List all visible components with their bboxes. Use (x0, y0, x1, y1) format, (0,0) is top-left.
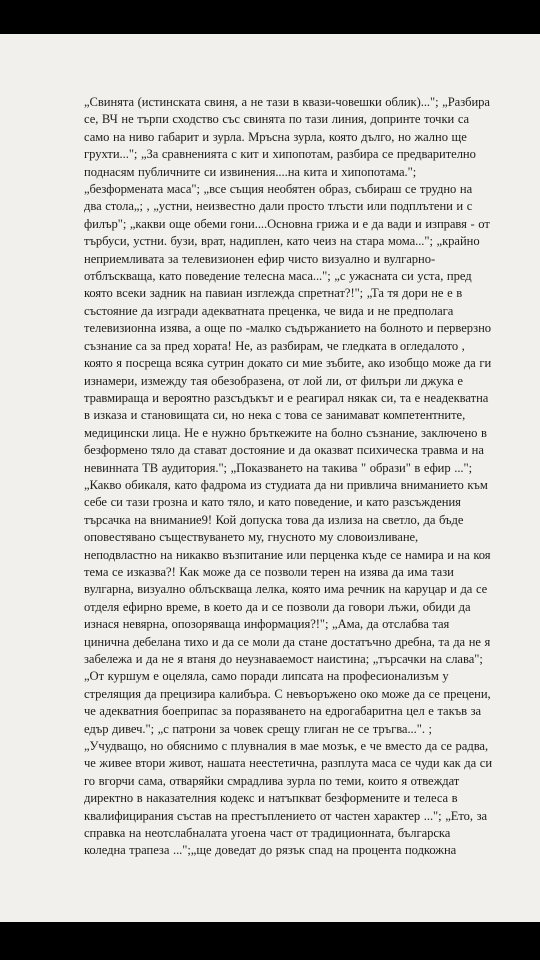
scanned-document-page (0, 34, 540, 922)
document-text-line: вулгарна, визуално облъскваща лелка, която има речник на каруцар и да се (84, 582, 488, 597)
document-text-line: тема се изказва?! Как може да се позволи терен на изява да има тази (84, 564, 454, 579)
document-text-line: изнамери, измежду тая обезобразена, от лой ли, от филъри ли джука е (84, 373, 463, 388)
document-text-line: само на ниво габарит и зурла. Мръсна зурла, която дълго, но жално ще (84, 129, 467, 144)
document-text-line: филър"; „какви още обеми гони....Основна грижа и е да вади и изправя - от (84, 216, 490, 231)
document-text-line: невинната ТВ аудитория."; „Показването на такива " образи" в ефир ..."; (84, 460, 473, 475)
document-text-line: квалифицирания състав на престъплението от частен характер ..."; „Ето, за (84, 808, 488, 823)
document-text-line: отделя ефирно време, в което да и се позволи да говори лъжи, обиди да (84, 599, 471, 614)
document-text-line: стрелящия да прецизира калибъра. С невъоръжено око може да се прецени, (84, 686, 491, 701)
document-text-line: отблъскваща, като поведение телесна маса..."; „с ужасната си уста, пред (84, 269, 472, 284)
document-text-line: го вгорчи сама, отваряйки смрадлива зурла по теми, които я отвеждат (84, 773, 460, 788)
document-text-line: себе си тази грозна и като тяло, и като поведение, и като разсъждения (84, 495, 461, 510)
document-text-line: поднасям публичните си извинения....на кита и хипопотама."; (84, 164, 417, 179)
document-text-line: че адекватния боеприпас за поразяването на едрогабаритна цел е такъв за (84, 704, 482, 719)
document-text-line: забележа и да не я втаня до неузнаваемост наистина; „търсачки на слава"; (84, 652, 483, 666)
document-text-line: коледна трапеза ...";„ще доведат до рязък спад на процента подкожна (84, 843, 457, 858)
document-text-line: „безформената маса"; „все същия необятен образ, събираш се трудно на (84, 182, 473, 197)
document-text-line: медицински лица. Не е нужно бръткежите на болно съзнание, заключено в (84, 425, 487, 440)
document-text-line: „Учудващо, но обяснимо с плувналия в мае мозък, е че вместо да се радва, (84, 739, 489, 754)
document-text-line: телевизионна изява, а още по -малко съдържанието на болното и перверзно (84, 321, 492, 336)
document-text-line: че живее втори живот, нашата неестетична, разплута маса се чуди как да си (84, 756, 493, 771)
document-body-text (84, 94, 514, 860)
document-text-line: безформено тяло да стават достояние и да оказват психическа травма и на (84, 443, 484, 458)
document-text-line: директно в наказателния кодекс и натъпкват безформените и телеса в (84, 791, 458, 806)
document-text-line: търсачка на внимание9! Кой допуска това да излиза на светло, да бъде (84, 512, 464, 527)
document-text-line: се, ВЧ не търпи сходство със свинята по тази линия, допринте точки са (84, 112, 470, 127)
document-text-line: цинична дебелана тихо и да се моли да стане достатъчно дребна, та да не я (84, 634, 491, 649)
document-text-line: неприемливата за телевизионен ефир чисто визуално и вулгарно- (84, 251, 436, 266)
document-text-line: изнася невярна, опозоряваща информация?!"; „Ама, да отслабва тая (84, 617, 450, 632)
document-text-line: едър дивеч."; „с патрони за човек срещу глиган не се тръгва...". ; (84, 721, 432, 736)
document-text-line: която я посреща всяка сутрин докато си мие зъбите, ако изобщо може да ги (84, 356, 492, 371)
document-text-line: която всеки задник на павиан изглежда спретнат?!"; „Та тя дори не е в (84, 286, 463, 301)
document-text-line: оповестявано съществуването му, гнусното му словоизливане, (84, 530, 419, 545)
document-text-line: търбуси, устни. бузи, врат, надиплен, като чеиз на стара мома..."; „крайно (84, 234, 480, 249)
document-text-line: съзнание са за пред хората! Не, аз разбирам, че гледката в огледалото , (84, 338, 465, 353)
document-text-line: неподвластно на никакво възпитание или перценка къде се намира и на коя (84, 547, 491, 562)
document-text-line: травмираща и вероятно разсъдъкът и е реагирал някак си, та е неадекватна (84, 390, 489, 405)
document-text-line: в изказа и становищата си, но нека с това се занимават компетентните, (84, 408, 466, 423)
document-text-line: „От куршум е оцеляла, само поради липсата на професионализъм у (84, 669, 449, 684)
document-text-line: два стола„; , „устни, неизвестно дали просто тлъсти или подплътени и с (84, 199, 473, 214)
document-text-line: състояние да изгради адекватната преценка, че вида и не предполага (84, 303, 454, 318)
document-text-line: „Какво обикаля, като фадрома из студиата да ни привлича вниманието към (84, 477, 488, 492)
document-text-line: грухти..."; „За сравненията с кит и хипопотам, разбира се предварително (84, 147, 476, 162)
document-text-line: „Свинята (истинската свиня, а не тази в квази-човешки облик)..."; „Разбира (84, 95, 490, 109)
document-text-line: справка на неотслабналата угоена част от традиционната, българска (84, 826, 451, 841)
